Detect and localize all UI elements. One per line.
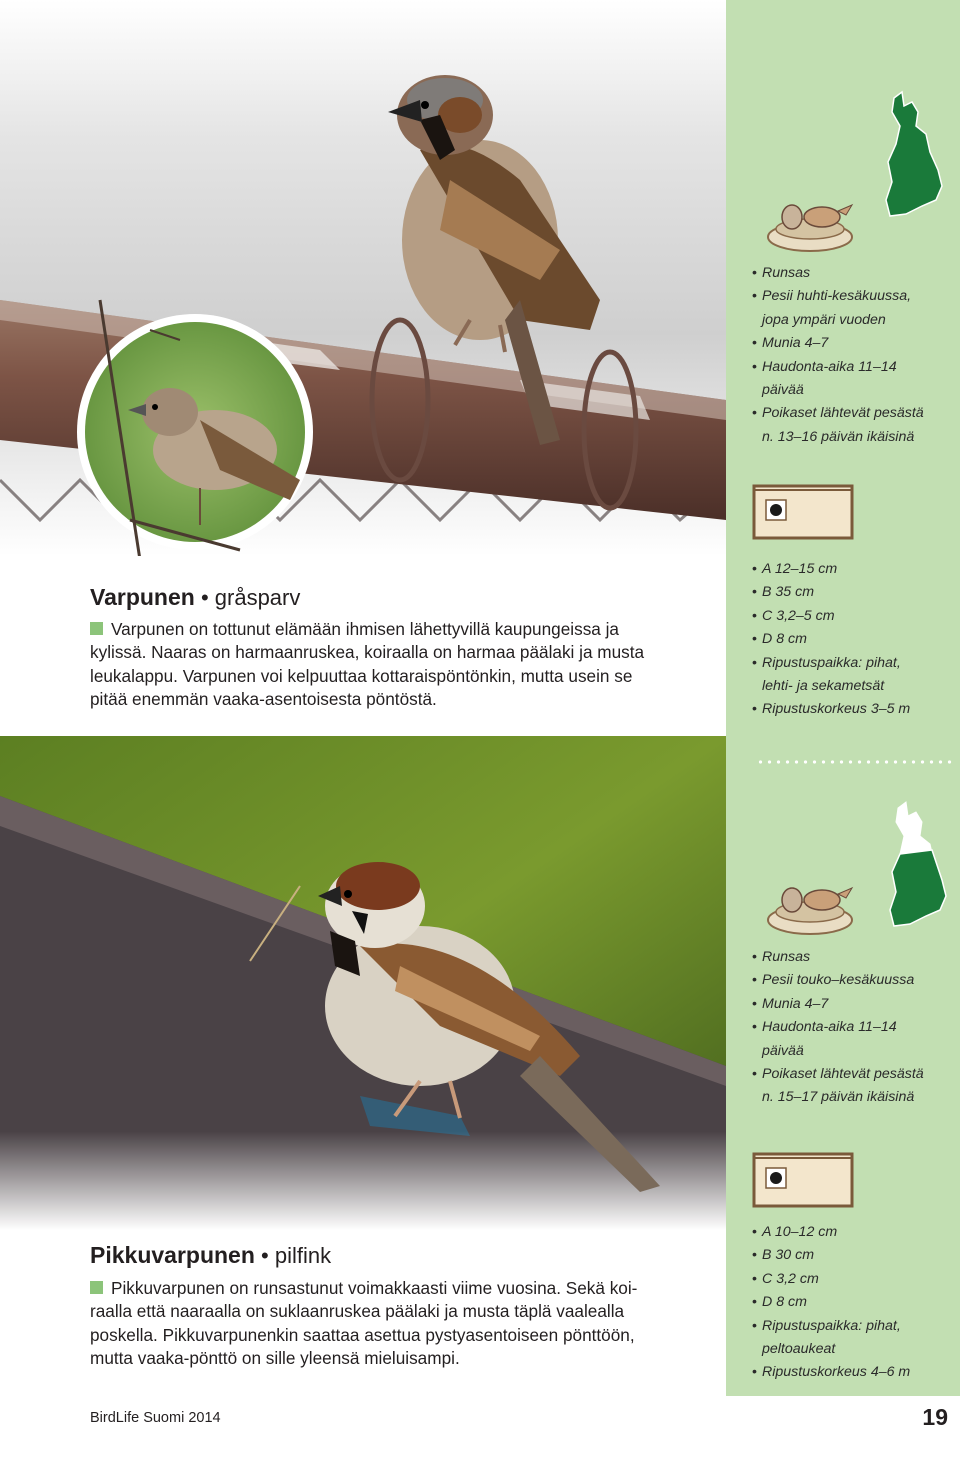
fact-breeding-season-cont: jopa ympäri vuoden [762, 311, 886, 328]
publisher-footer: BirdLife Suomi 2014 [90, 1410, 221, 1426]
fact-incubation: • Haudonta-aika 11–14 [752, 356, 924, 379]
title-separator: • [200, 585, 215, 610]
fact-eggs: • Munia 4–7 [752, 332, 924, 355]
bullet-square-icon [90, 1281, 103, 1294]
house-sparrow-title [90, 584, 300, 611]
page-number: 19 [922, 1404, 948, 1430]
description-line: leukalappu. Varpunen voi kelpuuttaa kottaraispöntönkin, mutta usein se [90, 665, 633, 686]
fact-incubation: • Haudonta-aika 11–14 [752, 1016, 924, 1039]
description-line: raalla että naaraalla on suklaanruskea päälaki ja musta täplä vaalealla [90, 1301, 625, 1322]
species-swedish-name: gråsparv [214, 585, 301, 610]
fact-eggs: • Munia 4–7 [752, 993, 924, 1016]
tree-sparrow-description [90, 1277, 704, 1371]
finland-range-map-icon [882, 90, 946, 218]
description-line: poskella. Pikkuvarpunenkin saattaa asettua pystyasentoiseen pönttöön, [90, 1324, 635, 1345]
house-sparrow-description [90, 618, 704, 712]
house-sparrow-photo [0, 0, 726, 556]
box-dimension-b: • B 35 cm [752, 581, 910, 604]
nest-icon [760, 195, 858, 255]
description-line: kylissä. Naaras on harmaanruskea, koiraalla on harmaa päälaki ja musta [90, 642, 645, 663]
finland-range-map-icon [886, 800, 952, 928]
fact-fledging: • Poikaset lähtevät pesästä [752, 402, 924, 425]
section-divider [756, 760, 956, 764]
bullet-square-icon [90, 622, 103, 635]
fact-abundance: • Runsas [752, 262, 924, 285]
fact-breeding-season: • Pesii touko–kesäkuussa [752, 969, 924, 992]
box-hanging-place-cont: lehti- ja sekametsät [762, 678, 885, 695]
species-name: Varpunen [90, 584, 195, 610]
title-separator: • [261, 1243, 275, 1268]
box-hanging-height: • Ripustuskorkeus 4–6 m [752, 1361, 910, 1384]
description-line: mutta vaaka-pönttö on sille yleensä mieluisampi. [90, 1348, 460, 1369]
fact-incubation-cont: päivää [762, 1042, 804, 1059]
box-dimension-b: • B 30 cm [752, 1244, 910, 1267]
house-sparrow-breeding-facts [752, 262, 924, 449]
species-swedish-name: pilfink [274, 1243, 332, 1268]
box-dimension-d: • D 8 cm [752, 1291, 910, 1314]
box-dimension-d: • D 8 cm [752, 628, 910, 651]
fact-fledging: • Poikaset lähtevät pesästä [752, 1063, 924, 1086]
tree-sparrow-title [90, 1242, 331, 1269]
tree-sparrow-nestbox-facts [752, 1221, 910, 1385]
box-dimension-a: • A 12–15 cm [752, 558, 910, 581]
tree-sparrow-breeding-facts [752, 946, 924, 1110]
box-dimension-c: • C 3,2–5 cm [752, 605, 910, 628]
tree-sparrow-photo [0, 736, 726, 1230]
description-line: pitää enemmän vaaka-asentoisesta pöntöstä. [90, 689, 437, 710]
fact-fledging-cont: n. 15–17 päivän ikäisinä [762, 1089, 915, 1106]
species-name: Pikkuvarpunen [90, 1242, 255, 1268]
fact-fledging-cont: n. 13–16 päivän ikäisinä [762, 428, 915, 445]
nestbox-icon [752, 1152, 856, 1210]
box-hanging-place: • Ripustuspaikka: pihat, [752, 652, 910, 675]
house-sparrow-nestbox-facts [752, 558, 910, 722]
nest-icon [760, 878, 858, 938]
fact-incubation-cont: päivää [762, 382, 804, 399]
box-dimension-c: • C 3,2 cm [752, 1268, 910, 1291]
nestbox-icon [752, 484, 856, 542]
box-hanging-place: • Ripustuspaikka: pihat, [752, 1315, 910, 1338]
fact-breeding-season: • Pesii huhti-kesäkuussa, [752, 285, 924, 308]
description-line: Pikkuvarpunen on runsastunut voimakkaasti viime vuosina. Sekä koi- [90, 1277, 704, 1300]
box-hanging-place-cont: peltoaukeat [762, 1341, 836, 1358]
description-line: Varpunen on tottunut elämään ihmisen lähettyvillä kaupungeissa ja [90, 618, 704, 641]
box-hanging-height: • Ripustuskorkeus 3–5 m [752, 698, 910, 721]
fact-abundance: • Runsas [752, 946, 924, 969]
box-dimension-a: • A 10–12 cm [752, 1221, 910, 1244]
